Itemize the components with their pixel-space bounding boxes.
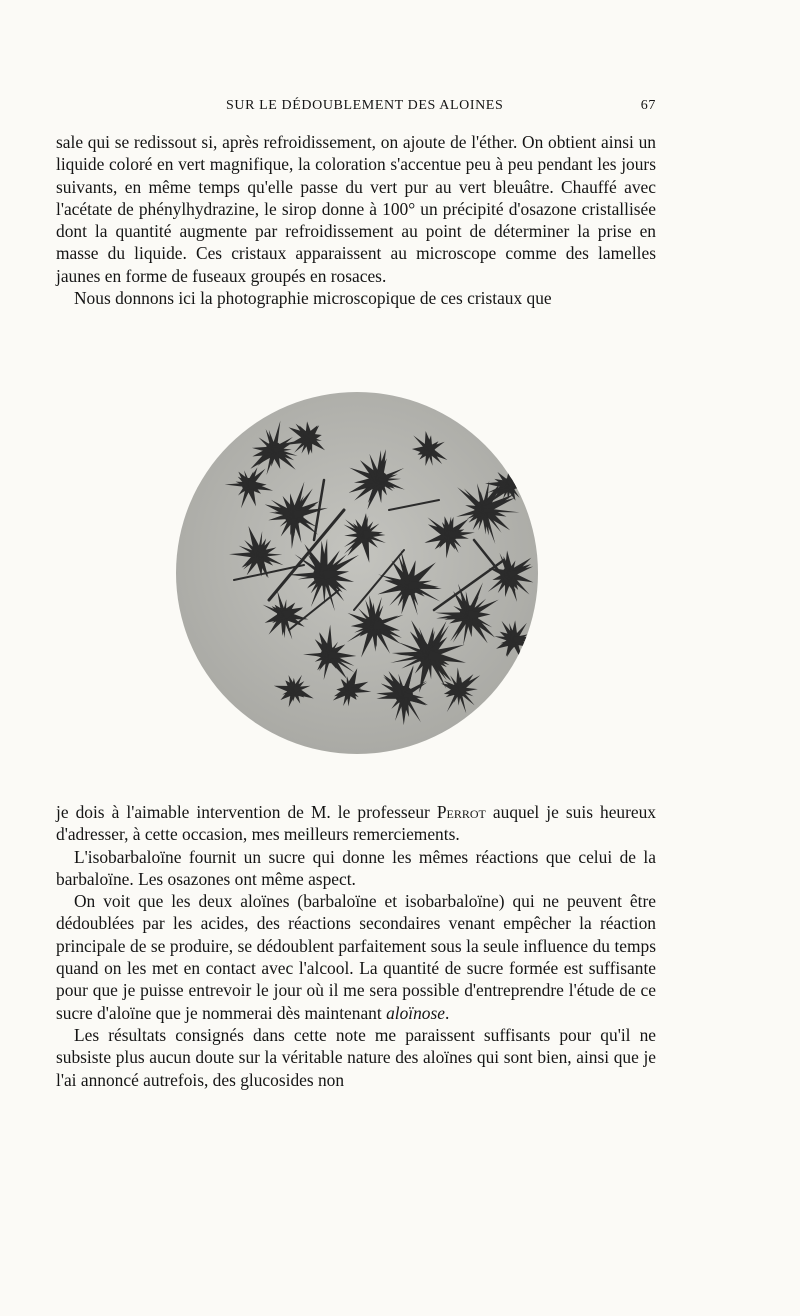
micrograph-figure <box>174 390 540 756</box>
paragraph-3 <box>56 801 656 846</box>
running-header <box>56 98 656 118</box>
page <box>56 0 656 1316</box>
running-title: SUR LE DÉDOUBLEMENT DES ALOINES <box>226 98 504 113</box>
paragraph-5 <box>56 890 656 1024</box>
page-number: 67 <box>640 98 656 113</box>
body-text-top <box>56 131 656 309</box>
paragraph-5-text-b: . <box>445 1002 450 1023</box>
paragraph-4: L'isobarbaloïne fournit un sucre qui donne les mêmes réactions que celui de la barbaloïne. Les osazones ont même aspect. <box>56 846 656 889</box>
body-text-bottom <box>56 801 656 1091</box>
paragraph-3-text-b: auquel je suis heureux d'adresser, à cette occasion, mes meilleurs remerciements. <box>56 802 657 845</box>
crystal-micrograph-image <box>174 390 540 756</box>
paragraph-5-text-a: On voit que les deux aloïnes (barbaloïne et isobarbaloïne) qui ne peuvent être dédoublées par les acides, des réactions secondaires venant empêcher la réaction principale de se produire, se dédoublent parfaitement sous la seule influence du temps quand on les met en contact avec l'alcool. La quantité de sucre formée est suffisante pour que je puisse entrevoir le jour où il me sera possible d'entreprendre l'étude de ce sucre d'aloïne que je nommerai dès maintenant <box>56 891 656 1023</box>
paragraph-6: Les résultats consignés dans cette note me paraissent suffisants pour qu'il ne subsiste plus aucun doute sur la véritable nature des aloïnes qui sont bien, ainsi que je l'ai annoncé autrefois, des glucosides non <box>56 1024 656 1090</box>
paragraph-2: Nous donnons ici la photographie microscopique de ces cristaux que <box>74 288 552 309</box>
term-aloinose: aloïnose <box>386 1002 445 1023</box>
author-name: Perrot <box>436 802 486 822</box>
paragraph-3-text-a: je dois à l'aimable intervention de M. le professeur <box>56 802 437 822</box>
paragraph-1: sale qui se redissout si, après refroidissement, on ajoute de l'éther. On obtient ainsi un liquide coloré en vert magnifique, la coloration s'accentue peu à peu pendant les jours suivants, en même temps qu'elle passe du vert pur au vert bleuâtre. Chauffé avec l'acétate de phénylhydrazine, le sirop donne à 100° un précipité d'osazone cristallisée dont la quantité augmente par refroidissement au point de déterminer la prise en masse du liquide. Ces cristaux apparaissent au microscope comme des lamelles jaunes en forme de fuseaux groupés en rosaces. <box>56 132 656 286</box>
